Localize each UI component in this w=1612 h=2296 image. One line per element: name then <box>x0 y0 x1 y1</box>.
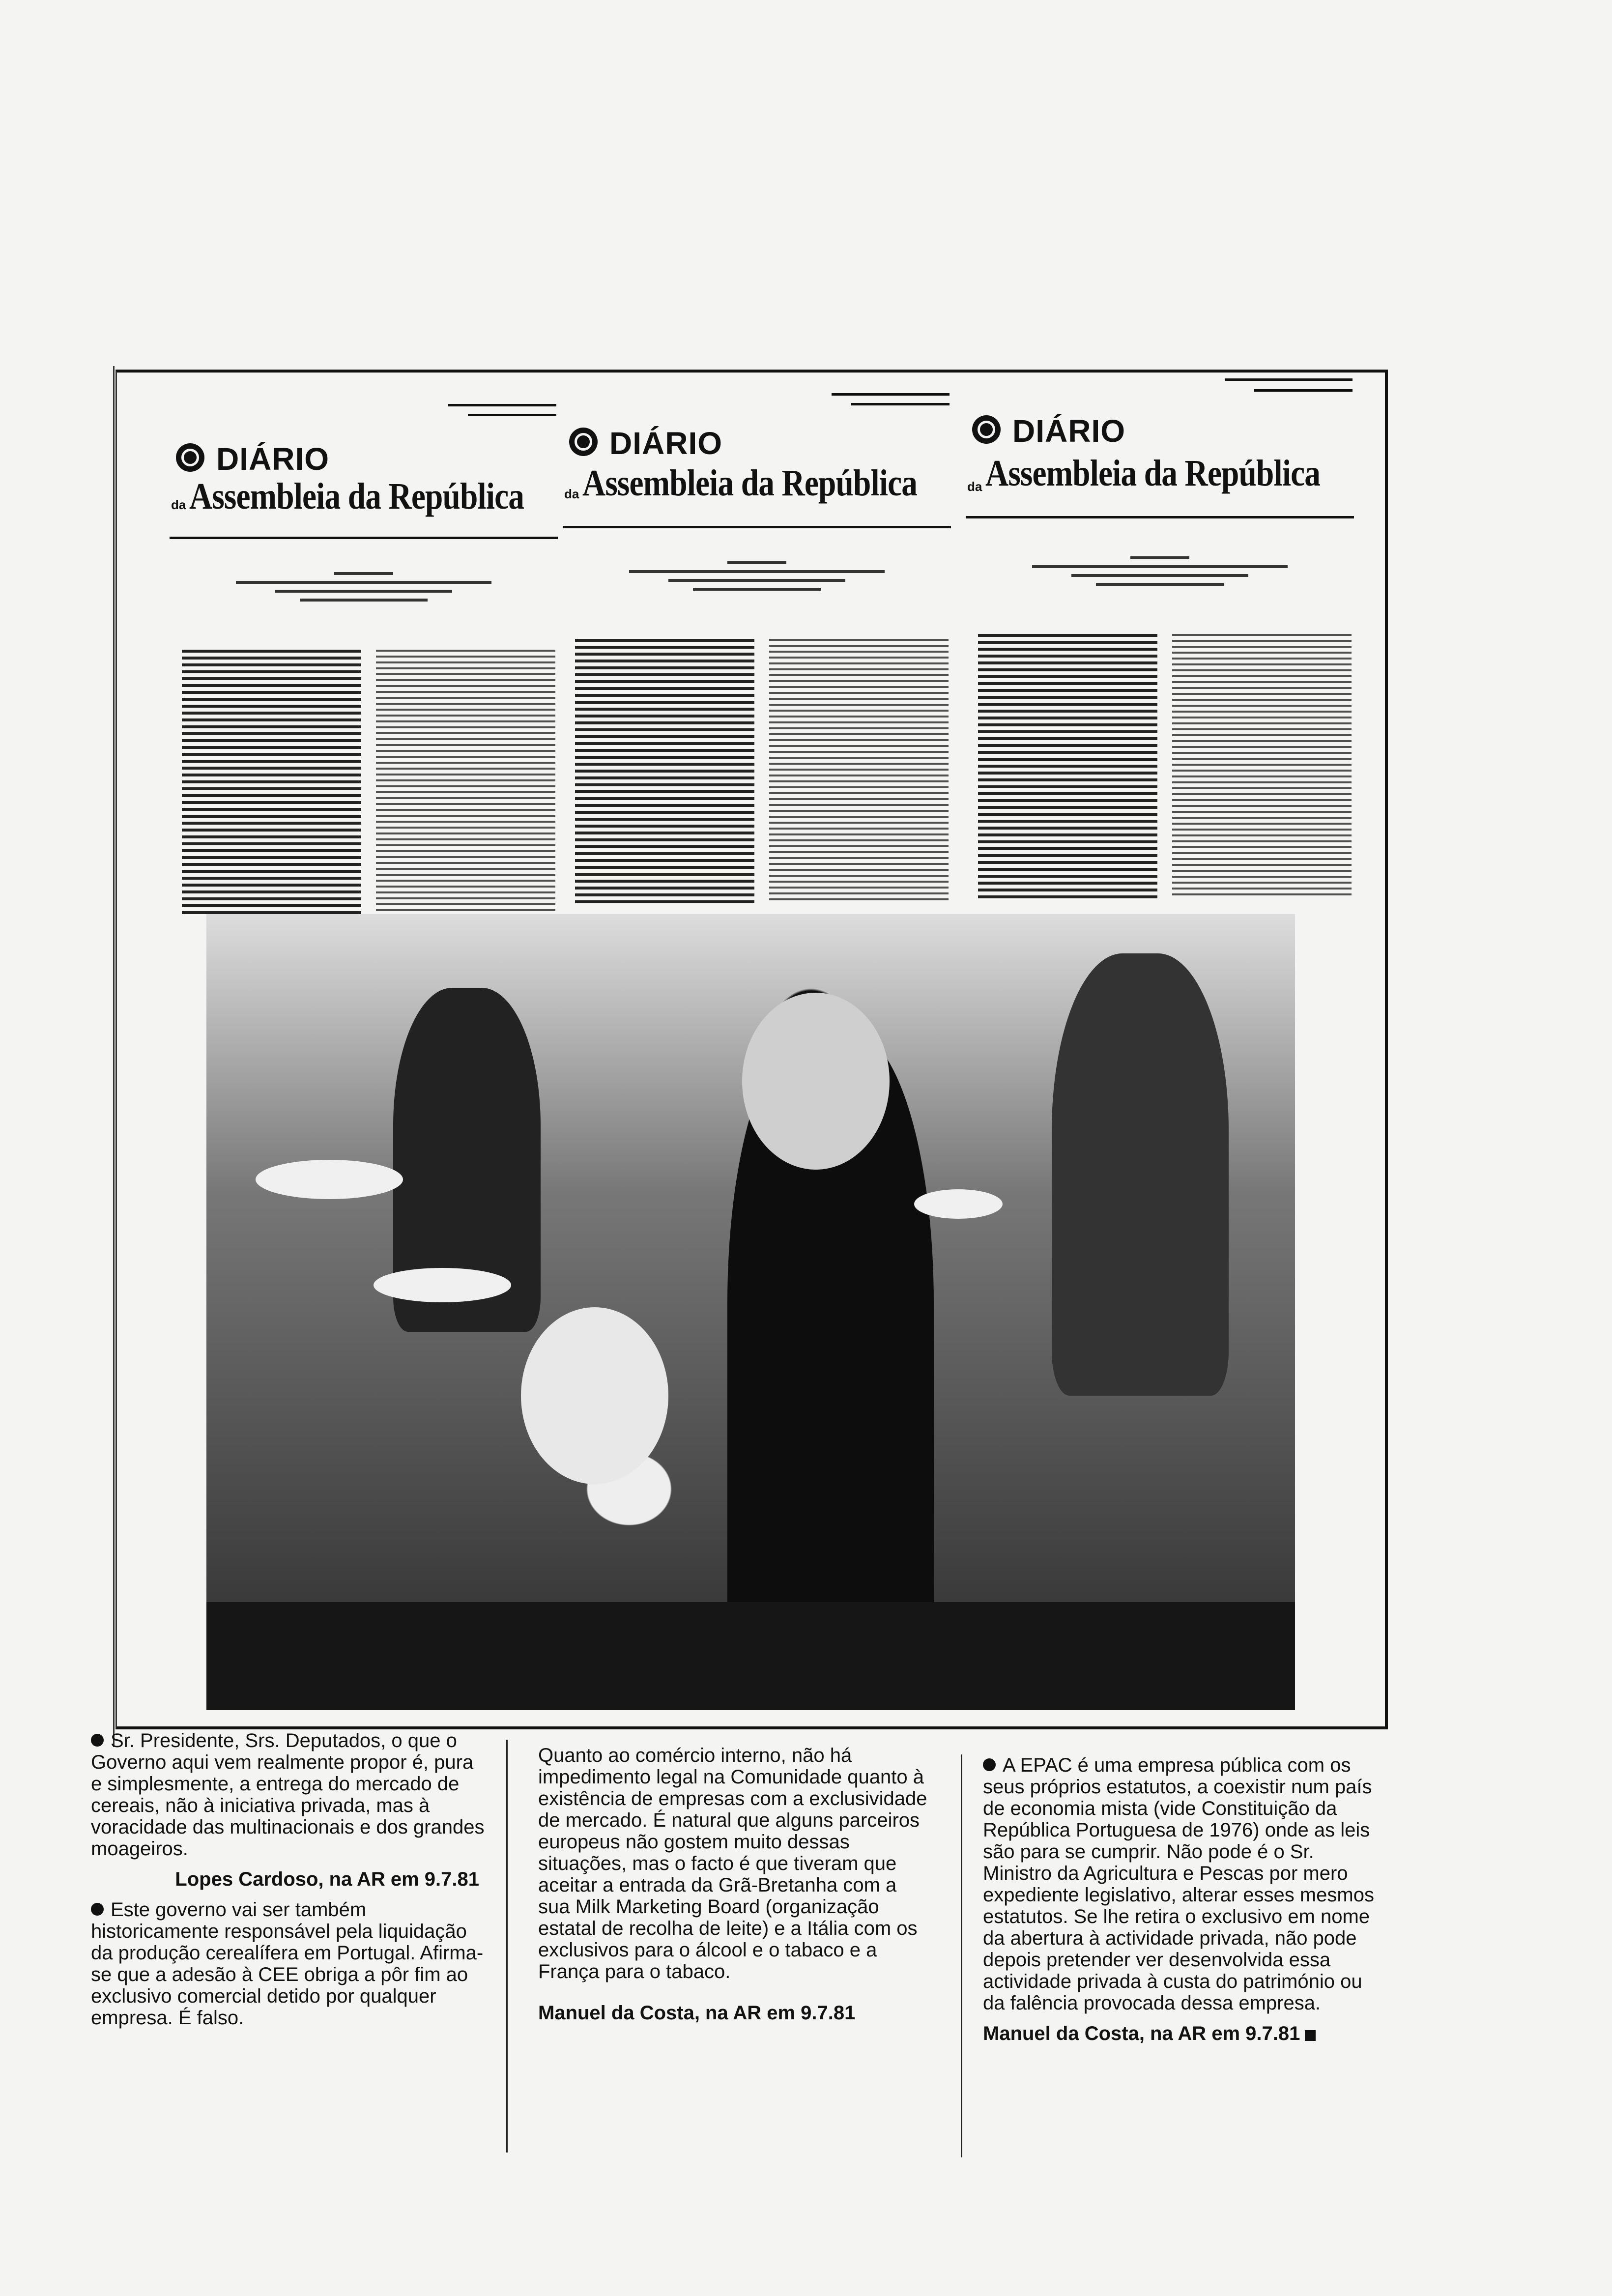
left-border-rule <box>113 366 115 1747</box>
masthead-subtitle: Assembleia da República <box>189 476 524 517</box>
diario-clipping-3 <box>958 359 1361 899</box>
text-columns <box>575 639 949 904</box>
text-columns <box>978 634 1352 899</box>
masthead-subtitle: Assembleia da República <box>582 462 918 504</box>
masthead <box>162 374 565 522</box>
text-column-right <box>983 1754 1386 2053</box>
text-columns <box>182 650 555 915</box>
column-divider <box>506 1740 508 2152</box>
masthead-subtitle: Assembleia da República <box>985 453 1321 494</box>
bullet-icon <box>91 1903 104 1916</box>
signature: Manuel da Costa, na AR em 9.7.81 <box>983 2023 1300 2044</box>
masthead-title: DIÁRIO <box>609 426 722 461</box>
speaker-face <box>742 993 890 1170</box>
column-divider <box>961 1754 962 2157</box>
masthead-title: DIÁRIO <box>216 441 329 477</box>
signature: Lopes Cardoso, na AR em 9.7.81 <box>175 1868 479 1890</box>
masthead <box>958 359 1361 506</box>
diario-clipping-2 <box>555 364 958 904</box>
text-column-left <box>91 1730 489 2038</box>
masthead <box>555 364 958 511</box>
quote-paragraph: Quanto ao comércio interno, não há impedimento legal na Comunidade quanto à existência de empresas com a exclusividade de mercado. É natural que alguns parceiros europeus não gostem muito dessas situações, mas o facto é que tiveram que aceitar a entrada da Grã-Bretanha com a sua Milk Marketing Board (organização estatal de recolha de leite) e a Itália com os exclusivos para o álcool e o tabaco e a França para o tabaco. <box>538 1745 927 1982</box>
quote-paragraph: Sr. Presidente, Srs. Deputados, o que o Governo aqui vem realmente propor é, pura e simplesmente, a entrega do mercado de cereais, não à iniciativa privada, mas à voracidade das multinacionais e dos grandes moageiros. <box>91 1730 485 1860</box>
quote-paragraph: A EPAC é uma empresa pública com os seus próprios estatutos, a coexistir num país de economia mista (vide Constituição da República Portuguesa de 1976) onde as leis são para se cumprir. Não pode é o Sr. Ministro da Agricultura e Pescas por mero expediente legislativo, alterar esses mesmos estatutos. Se lhe retira o exclusivo em nome da abertura à actividade privada, não pode depois pretender ver desenvolvida essa actividade privada à custa do património ou da falência provocada dessa empresa. <box>983 1754 1374 2014</box>
signature: Manuel da Costa, na AR em 9.7.81 <box>538 2002 856 2024</box>
text-column-middle <box>538 1745 931 2033</box>
end-mark-icon <box>1305 2030 1316 2041</box>
quote-paragraph: Este governo vai ser também historicamente responsável pela liquidação da produção cerealífera em Portugal. Afirma-se que a adesão à CEE obriga a pôr fim ao exclusivo comercial detido por qualquer empresa. É falso. <box>91 1899 484 2029</box>
seal-icon <box>176 443 204 472</box>
diario-clipping-1 <box>162 374 565 915</box>
parliament-photo <box>206 914 1295 1710</box>
seated-deputy <box>521 1307 668 1484</box>
microphone <box>914 1189 1003 1219</box>
masthead-prefix: da <box>564 487 579 501</box>
masthead-title: DIÁRIO <box>1012 413 1125 449</box>
masthead-prefix: da <box>967 479 982 494</box>
bullet-icon <box>983 1758 996 1771</box>
session-header <box>162 566 565 607</box>
masthead-prefix: da <box>171 497 186 512</box>
bullet-icon <box>91 1734 104 1747</box>
seal-icon <box>569 428 598 456</box>
seal-icon <box>972 415 1001 444</box>
session-header <box>555 555 958 597</box>
session-header <box>958 550 1361 592</box>
